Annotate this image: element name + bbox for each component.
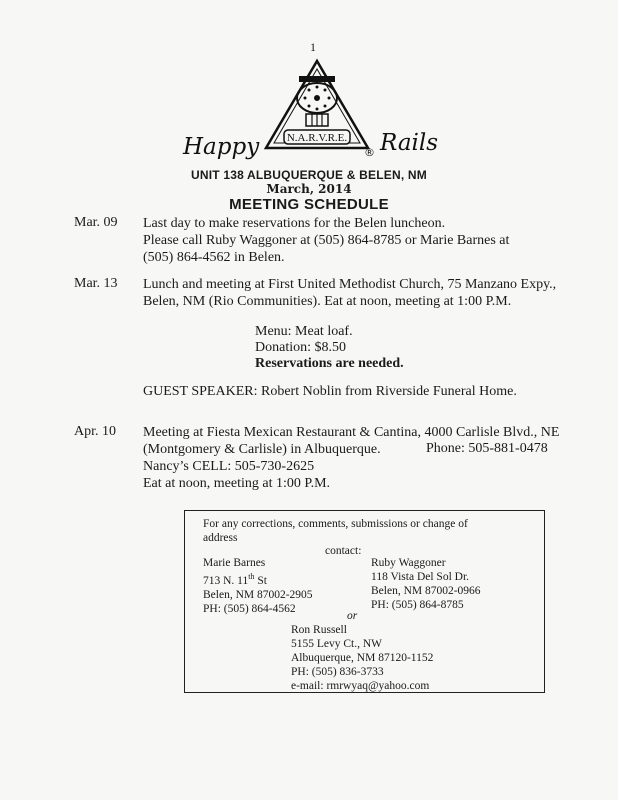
event-description <box>143 215 509 266</box>
or-separator: or <box>347 610 358 622</box>
event-description <box>143 424 559 492</box>
event-line: Last day to make reservations for the Belen luncheon. <box>143 216 446 231</box>
event-line: (505) 864-4562 in Belen. <box>143 250 285 265</box>
page-title: MEETING SCHEDULE <box>229 196 389 213</box>
event-line: (Montgomery & Carlisle) in Albuquerque. <box>143 442 381 457</box>
event-line: Please call Ruby Waggoner at (505) 864-8785 or Marie Barnes at <box>143 233 510 248</box>
contact-ron-russell: Ron Russell 5155 Levy Ct., NW Albuquerque, NM 87120-1152 PH: (505) 836-3733 e-mail: rmrwyaq@yahoo.com <box>291 624 434 692</box>
logo-text: N.A.R.V.R.E. <box>286 132 348 144</box>
contact-box <box>184 510 545 693</box>
event-line: Eat at noon, meeting at 1:00 P.M. <box>143 476 331 491</box>
donation-amount: Donation: $8.50 <box>255 340 346 355</box>
menu-block <box>255 324 404 372</box>
event-line: Lunch and meeting at First United Methodist Church, 75 Manzano Expy., <box>143 277 557 292</box>
narvre-logo <box>262 58 372 158</box>
event-date: Mar. 13 <box>74 276 118 291</box>
page-number: 1 <box>310 40 316 54</box>
event-line: Meeting at Fiesta Mexican Restaurant & Cantina, 4000 Carlisle Blvd., NE <box>143 425 560 440</box>
event-line: Belen, NM (Rio Communities). Eat at noon, meeting at 1:00 P.M. <box>143 294 512 309</box>
event-description <box>143 276 556 310</box>
unit-heading: UNIT 138 ALBUQUERQUE & BELEN, NM <box>191 168 427 182</box>
restaurant-phone: Phone: 505-881-0478 <box>426 441 548 456</box>
contact-label: contact: <box>325 545 362 557</box>
script-word-happy: Happy <box>183 134 260 160</box>
month-heading: March, 2014 <box>266 182 352 196</box>
contact-intro: For any corrections, comments, submissions or change of address <box>203 518 468 544</box>
contact-marie-barnes: Marie Barnes 713 N. 11th St Belen, NM 87002-2905 PH: (505) 864-4562 <box>203 557 313 615</box>
guest-speaker: GUEST SPEAKER: Robert Noblin from Riverside Funeral Home. <box>143 384 517 399</box>
locomotive-logo-icon <box>262 58 372 158</box>
registered-mark: ® <box>364 146 375 159</box>
contact-email[interactable]: e-mail: rmrwyaq@yahoo.com <box>291 680 430 692</box>
reservations-notice: Reservations are needed. <box>255 356 404 371</box>
event-date: Apr. 10 <box>74 424 116 439</box>
event-line: Nancy’s CELL: 505-730-2625 <box>143 459 315 474</box>
script-word-rails: Rails <box>380 130 439 156</box>
event-date: Mar. 09 <box>74 215 118 230</box>
contact-ruby-waggoner: Ruby Waggoner 118 Vista Del Sol Dr. Belen, NM 87002-0966 PH: (505) 864-8785 <box>371 557 481 611</box>
menu-item: Menu: Meat loaf. <box>255 324 353 339</box>
